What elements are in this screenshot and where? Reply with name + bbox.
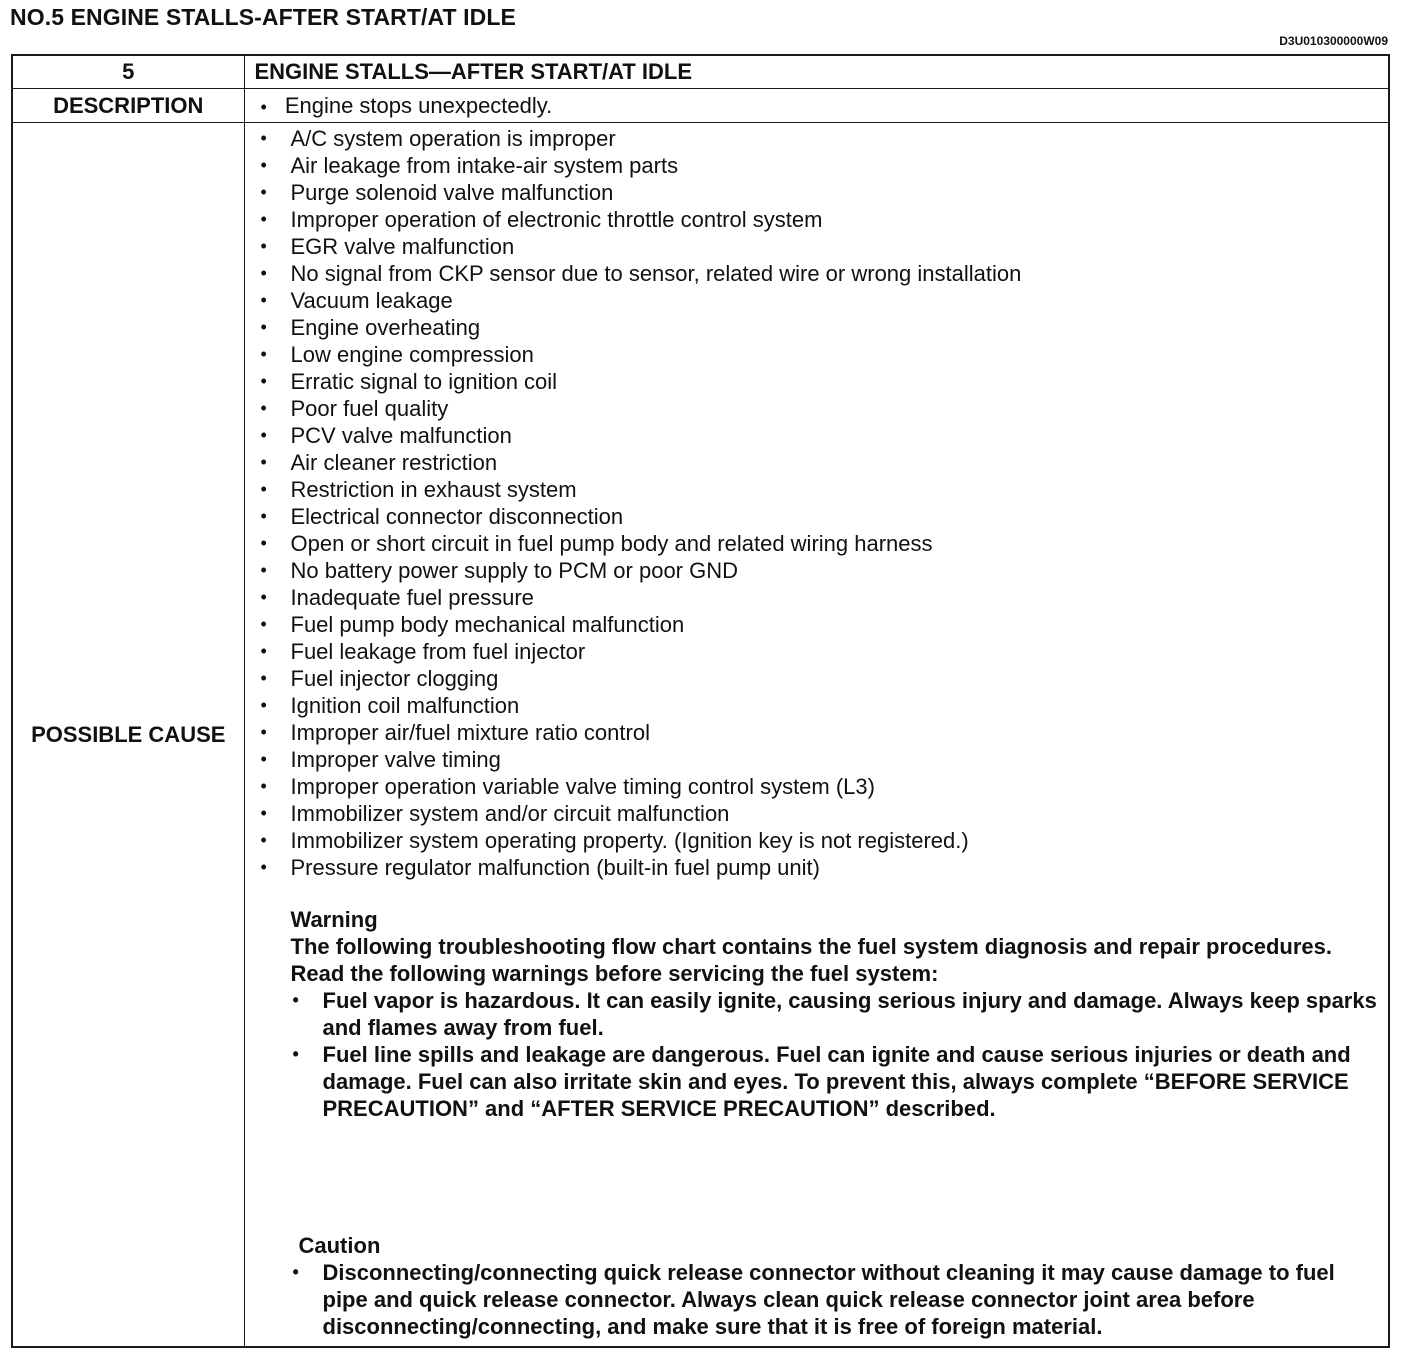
cause-item bbox=[259, 584, 1379, 611]
warning-item bbox=[291, 987, 1379, 1041]
caution-block bbox=[259, 1232, 1379, 1340]
cause-item bbox=[259, 719, 1379, 746]
bullet-icon: • bbox=[260, 398, 267, 418]
cause-item-text: Electrical connector disconnection bbox=[290, 504, 624, 529]
cause-item-text: Improper operation of electronic throttle control system bbox=[290, 207, 823, 232]
warning-list bbox=[291, 987, 1379, 1122]
cause-item-text: Pressure regulator malfunction (built-in fuel pump unit) bbox=[290, 855, 820, 880]
cause-item-text: Ignition coil malfunction bbox=[290, 693, 520, 718]
description-bullet: • bbox=[260, 96, 267, 117]
cause-item bbox=[259, 476, 1379, 503]
possible-cause-cell bbox=[244, 123, 1389, 1348]
bullet-icon: • bbox=[260, 641, 267, 661]
bullet-icon: • bbox=[260, 209, 267, 229]
cause-item bbox=[259, 152, 1379, 179]
troubleshooting-table bbox=[11, 54, 1390, 1348]
cause-item bbox=[259, 746, 1379, 773]
cause-item bbox=[259, 341, 1379, 368]
cause-item bbox=[259, 611, 1379, 638]
caution-item-text: Disconnecting/connecting quick release connector without cleaning it may cause damage to fuel pipe and quick release connector. Always clean quick release connector joint area before disconnecting/connecting, and make sure that it is free of foreign material. bbox=[322, 1260, 1335, 1339]
cause-item bbox=[259, 449, 1379, 476]
cause-item-text: Purge solenoid valve malfunction bbox=[290, 180, 614, 205]
bullet-icon: • bbox=[260, 479, 267, 499]
cause-item bbox=[259, 692, 1379, 719]
bullet-icon: • bbox=[292, 1044, 299, 1064]
bullet-icon: • bbox=[260, 749, 267, 769]
symptom-number: 5 bbox=[12, 55, 244, 89]
cause-item-text: Improper air/fuel mixture ratio control bbox=[290, 720, 650, 745]
warning-title: Warning bbox=[290, 907, 378, 932]
cause-item-text: Immobilizer system operating property. (Ignition key is not registered.) bbox=[290, 828, 969, 853]
cause-item-text: Air cleaner restriction bbox=[290, 450, 498, 475]
caution-list bbox=[291, 1259, 1379, 1340]
cause-item bbox=[259, 773, 1379, 800]
bullet-icon: • bbox=[260, 722, 267, 742]
bullet-icon: • bbox=[260, 236, 267, 256]
cause-item bbox=[259, 179, 1379, 206]
bullet-icon: • bbox=[260, 587, 267, 607]
cause-item-text: Open or short circuit in fuel pump body and related wiring harness bbox=[290, 531, 933, 556]
cause-item bbox=[259, 287, 1379, 314]
cause-item-text: No signal from CKP sensor due to sensor, related wire or wrong installation bbox=[290, 261, 1022, 286]
bullet-icon: • bbox=[260, 830, 267, 850]
bullet-icon: • bbox=[292, 1262, 299, 1282]
bullet-icon: • bbox=[260, 560, 267, 580]
cause-item-text: EGR valve malfunction bbox=[290, 234, 515, 259]
bullet-icon: • bbox=[260, 452, 267, 472]
bullet-icon: • bbox=[260, 344, 267, 364]
cause-item-text: Erratic signal to ignition coil bbox=[290, 369, 558, 394]
cause-item bbox=[259, 530, 1379, 557]
description-cell bbox=[244, 89, 1389, 123]
cause-item bbox=[259, 125, 1379, 152]
cause-item-text: Immobilizer system and/or circuit malfunction bbox=[290, 801, 730, 826]
bullet-icon: • bbox=[292, 990, 299, 1010]
cause-item bbox=[259, 800, 1379, 827]
possible-cause-label: POSSIBLE CAUSE bbox=[12, 123, 244, 1348]
cause-item-text: Improper operation variable valve timing control system (L3) bbox=[290, 774, 875, 799]
symptom-heading: ENGINE STALLS—AFTER START/AT IDLE bbox=[244, 55, 1389, 89]
cause-item bbox=[259, 260, 1379, 287]
cause-item bbox=[259, 638, 1379, 665]
warning-block bbox=[259, 906, 1379, 1122]
bullet-icon: • bbox=[260, 290, 267, 310]
caution-item bbox=[291, 1259, 1379, 1340]
cause-item-text: Engine overheating bbox=[290, 315, 481, 340]
cause-item-text: Fuel injector clogging bbox=[290, 666, 499, 691]
bullet-icon: • bbox=[260, 506, 267, 526]
cause-item bbox=[259, 503, 1379, 530]
cause-item bbox=[259, 368, 1379, 395]
cause-item bbox=[259, 206, 1379, 233]
warning-intro: The following troubleshooting flow chart contains the fuel system diagnosis and repair procedures. Read the following warnings before servicing the fuel system: bbox=[290, 934, 1332, 986]
warning-item bbox=[291, 1041, 1379, 1122]
cause-item-text: No battery power supply to PCM or poor GND bbox=[290, 558, 739, 583]
cause-item-text: A/C system operation is improper bbox=[290, 126, 616, 151]
bullet-icon: • bbox=[260, 533, 267, 553]
cause-item-text: Inadequate fuel pressure bbox=[290, 585, 534, 610]
bullet-icon: • bbox=[260, 263, 267, 283]
cause-item bbox=[259, 854, 1379, 881]
bullet-icon: • bbox=[260, 425, 267, 445]
cause-item-text: Poor fuel quality bbox=[290, 396, 449, 421]
cause-item bbox=[259, 827, 1379, 854]
cause-item bbox=[259, 395, 1379, 422]
cause-item-text: Fuel pump body mechanical malfunction bbox=[290, 612, 685, 637]
description-row bbox=[12, 89, 1389, 123]
cause-item bbox=[259, 314, 1379, 341]
bullet-icon: • bbox=[260, 695, 267, 715]
possible-cause-list bbox=[259, 125, 1379, 881]
cause-item-text: Fuel leakage from fuel injector bbox=[290, 639, 586, 664]
cause-item-text: Vacuum leakage bbox=[290, 288, 453, 313]
cause-item bbox=[259, 233, 1379, 260]
table-header-row bbox=[12, 55, 1389, 89]
bullet-icon: • bbox=[260, 857, 267, 877]
cause-item-text: Air leakage from intake-air system parts bbox=[290, 153, 679, 178]
caution-title: Caution bbox=[298, 1233, 381, 1258]
bullet-icon: • bbox=[260, 128, 267, 148]
document-code: D3U010300000W09 bbox=[1279, 34, 1388, 48]
page-title: NO.5 ENGINE STALLS-AFTER START/AT IDLE bbox=[10, 4, 516, 30]
cause-item bbox=[259, 422, 1379, 449]
cause-item-text: PCV valve malfunction bbox=[290, 423, 512, 448]
possible-cause-row bbox=[12, 123, 1389, 1348]
description-text: Engine stops unexpectedly. bbox=[284, 92, 553, 118]
bullet-icon: • bbox=[260, 371, 267, 391]
cause-item-text: Restriction in exhaust system bbox=[290, 477, 577, 502]
cause-item-text: Low engine compression bbox=[290, 342, 534, 367]
warning-item-text: Fuel vapor is hazardous. It can easily ignite, causing serious injury and damage. Always keep sparks and flames away from fuel. bbox=[322, 988, 1377, 1040]
description-label: DESCRIPTION bbox=[12, 89, 244, 123]
bullet-icon: • bbox=[260, 803, 267, 823]
bullet-icon: • bbox=[260, 317, 267, 337]
bullet-icon: • bbox=[260, 614, 267, 634]
bullet-icon: • bbox=[260, 776, 267, 796]
cause-item-text: Improper valve timing bbox=[290, 747, 501, 772]
bullet-icon: • bbox=[260, 182, 267, 202]
bullet-icon: • bbox=[260, 155, 267, 175]
cause-item bbox=[259, 557, 1379, 584]
bullet-icon: • bbox=[260, 668, 267, 688]
cause-item bbox=[259, 665, 1379, 692]
warning-item-text: Fuel line spills and leakage are dangerous. Fuel can ignite and cause serious injuries or death and damage. Fuel can also irritate skin and eyes. To prevent this, always complete “BEFORE SERVICE PRECAUTION” and “AFTER SERVICE PRECAUTION” described. bbox=[322, 1042, 1351, 1121]
